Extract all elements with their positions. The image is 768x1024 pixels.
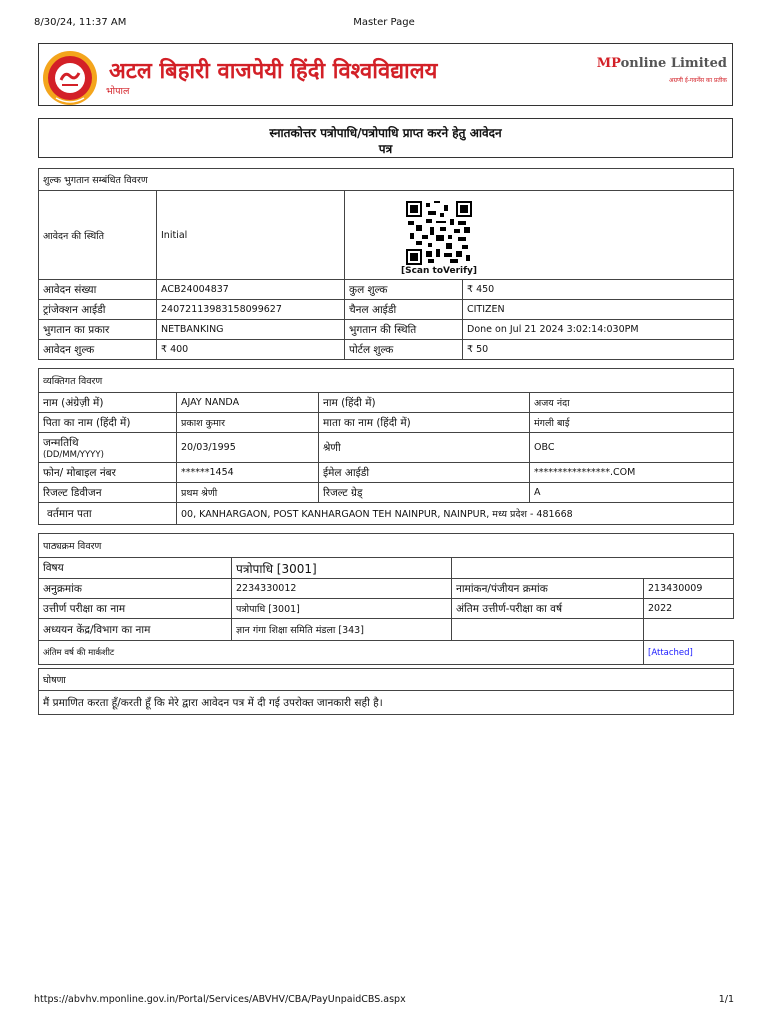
- category-value: OBC: [530, 433, 734, 463]
- marksheet-label: अंतिम वर्ष की मार्कशीट: [39, 641, 452, 665]
- mponline-logo: [597, 56, 727, 71]
- study-centre-empty-cell: [452, 619, 644, 641]
- passed-exam-value: पत्रोपाधि [3001]: [232, 599, 452, 619]
- address-label: वर्तमान पता: [39, 503, 177, 525]
- personal-section-heading: व्यक्तिगत विवरण: [39, 369, 734, 393]
- status-value: Initial: [157, 191, 345, 280]
- status-label: आवेदन की स्थिति: [39, 191, 157, 280]
- payment-status-value: Done on Jul 21 2024 3:02:14:030PM: [463, 320, 734, 340]
- application-number-label: आवेदन संख्या: [39, 280, 157, 300]
- declaration-table: [38, 668, 734, 715]
- phone-label: फोन/ मोबाइल नंबर: [39, 463, 177, 483]
- transaction-id-value: 24072113983158099627: [157, 300, 345, 320]
- application-fee-value: ₹ 400: [157, 340, 345, 360]
- subject-label: विषय: [39, 558, 232, 579]
- email-value: ****************.COM: [530, 463, 734, 483]
- total-fee-value: ₹ 450: [463, 280, 734, 300]
- result-grade-label: रिजल्ट ग्रेड्: [319, 483, 530, 503]
- page-url: https://abvhv.mponline.gov.in/Portal/Services/ABVHV/CBA/PayUnpaidCBS.aspx: [34, 994, 406, 1005]
- mother-name-value: मंगली बाई: [530, 413, 734, 433]
- passing-year-label: अंतिम उत्तीर्ण-परीक्षा का वर्ष: [452, 599, 644, 619]
- portal-fee-value: ₹ 50: [463, 340, 734, 360]
- university-city: भोपाल: [106, 86, 130, 97]
- payment-mode-label: भुगतान का प्रकार: [39, 320, 157, 340]
- passed-exam-label: उत्तीर्ण परीक्षा का नाम: [39, 599, 232, 619]
- name-hindi-value: अजय नंदा: [530, 393, 734, 413]
- application-number-value: ACB24004837: [157, 280, 345, 300]
- subject-empty-cell: [452, 558, 734, 579]
- marksheet-cell: [644, 641, 734, 665]
- mponline-tagline: अग्रणी ई-गवर्नेंस का प्रतीक: [669, 77, 727, 84]
- university-header: [38, 43, 733, 106]
- declaration-text: मैं प्रमाणित करता हूँ/करती हूँ कि मेरे द्वारा आवेदन पत्र में दी गई उपरोक्त जानकारी सही है।: [39, 691, 734, 715]
- result-division-label: रिजल्ट डिवीजन: [39, 483, 177, 503]
- dob-value: 20/03/1995: [177, 433, 319, 463]
- payment-status-label: भुगतान की स्थिति: [345, 320, 463, 340]
- university-logo: [42, 50, 98, 106]
- result-division-value: प्रथम श्रेणी: [177, 483, 319, 503]
- channel-id-value: CITIZEN: [463, 300, 734, 320]
- name-hindi-label: नाम (हिंदी में): [319, 393, 530, 413]
- qr-scan-label: [Scan toVerify]: [400, 265, 478, 276]
- page-number: 1/1: [718, 994, 734, 1005]
- total-fee-label: कुल शुल्क: [345, 280, 463, 300]
- dob-label: जन्मतिथि: [43, 436, 79, 449]
- course-details-table: [38, 533, 734, 665]
- personal-details-table: [38, 368, 734, 525]
- marksheet-attached-link[interactable]: [Attached]: [648, 647, 693, 658]
- roll-number-label: अनुक्रमांक: [39, 579, 232, 599]
- name-english-value: AJAY NANDA: [177, 393, 319, 413]
- passing-year-value: 2022: [644, 599, 734, 619]
- study-centre-value: ज्ञान गंगा शिक्षा समिति मंडला [343]: [232, 619, 452, 641]
- roll-number-value: 2234330012: [232, 579, 452, 599]
- qr-cell: [345, 191, 734, 280]
- payment-mode-value: NETBANKING: [157, 320, 345, 340]
- application-fee-label: आवेदन शुल्क: [39, 340, 157, 360]
- declaration-heading: घोषणा: [39, 669, 734, 691]
- subject-value: पत्रोपाधि [3001]: [232, 558, 452, 579]
- transaction-id-label: ट्रांजेक्शन आईडी: [39, 300, 157, 320]
- result-grade-value: A: [530, 483, 734, 503]
- study-centre-label: अध्ययन केंद्र/विभाग का नाम: [39, 619, 232, 641]
- enrolment-number-value: 213430009: [644, 579, 734, 599]
- mponline-logo-mp: MP: [596, 56, 621, 71]
- form-title-line-2: पत्र: [378, 142, 393, 156]
- category-label: श्रेणी: [319, 433, 530, 463]
- form-title-line-1: स्नातकोत्तर पत्रोपाधि/पत्रोपाधि प्राप्त करने हेतु आवेदन: [269, 126, 502, 140]
- fee-details-table: [38, 168, 734, 360]
- course-section-heading: पाठ्यक्रम विवरण: [39, 534, 734, 558]
- study-centre-blank: [644, 619, 734, 641]
- mponline-logo-text: online Limited: [620, 56, 727, 71]
- dob-format-label: (DD/MM/YYYY): [43, 449, 104, 460]
- mother-name-label: माता का नाम (हिंदी में): [319, 413, 530, 433]
- fee-section-heading: शुल्क भुगतान सम्बंधित विवरण: [39, 169, 734, 191]
- phone-value: ******1454: [177, 463, 319, 483]
- channel-id-label: चैनल आईडी: [345, 300, 463, 320]
- name-english-label: नाम (अंग्रेज़ी में): [39, 393, 177, 413]
- qr-code-icon: [406, 201, 472, 265]
- enrolment-number-label: नामांकन/पंजीयन क्रमांक: [452, 579, 644, 599]
- portal-fee-label: पोर्टल शुल्क: [345, 340, 463, 360]
- address-value: 00, KANHARGAON, POST KANHARGAON TEH NAINPUR, NAINPUR, मध्य प्रदेश - 481668: [177, 503, 734, 525]
- marksheet-spacer: [452, 641, 644, 665]
- father-name-value: प्रकाश कुमार: [177, 413, 319, 433]
- email-label: ईमेल आईडी: [319, 463, 530, 483]
- print-title: Master Page: [353, 17, 415, 28]
- father-name-label: पिता का नाम (हिंदी में): [39, 413, 177, 433]
- form-title: [38, 118, 733, 158]
- university-name: अटल बिहारी वाजपेयी हिंदी विश्वविद्यालय: [109, 59, 438, 84]
- dob-label-cell: [39, 433, 177, 463]
- print-date: 8/30/24, 11:37 AM: [34, 17, 127, 28]
